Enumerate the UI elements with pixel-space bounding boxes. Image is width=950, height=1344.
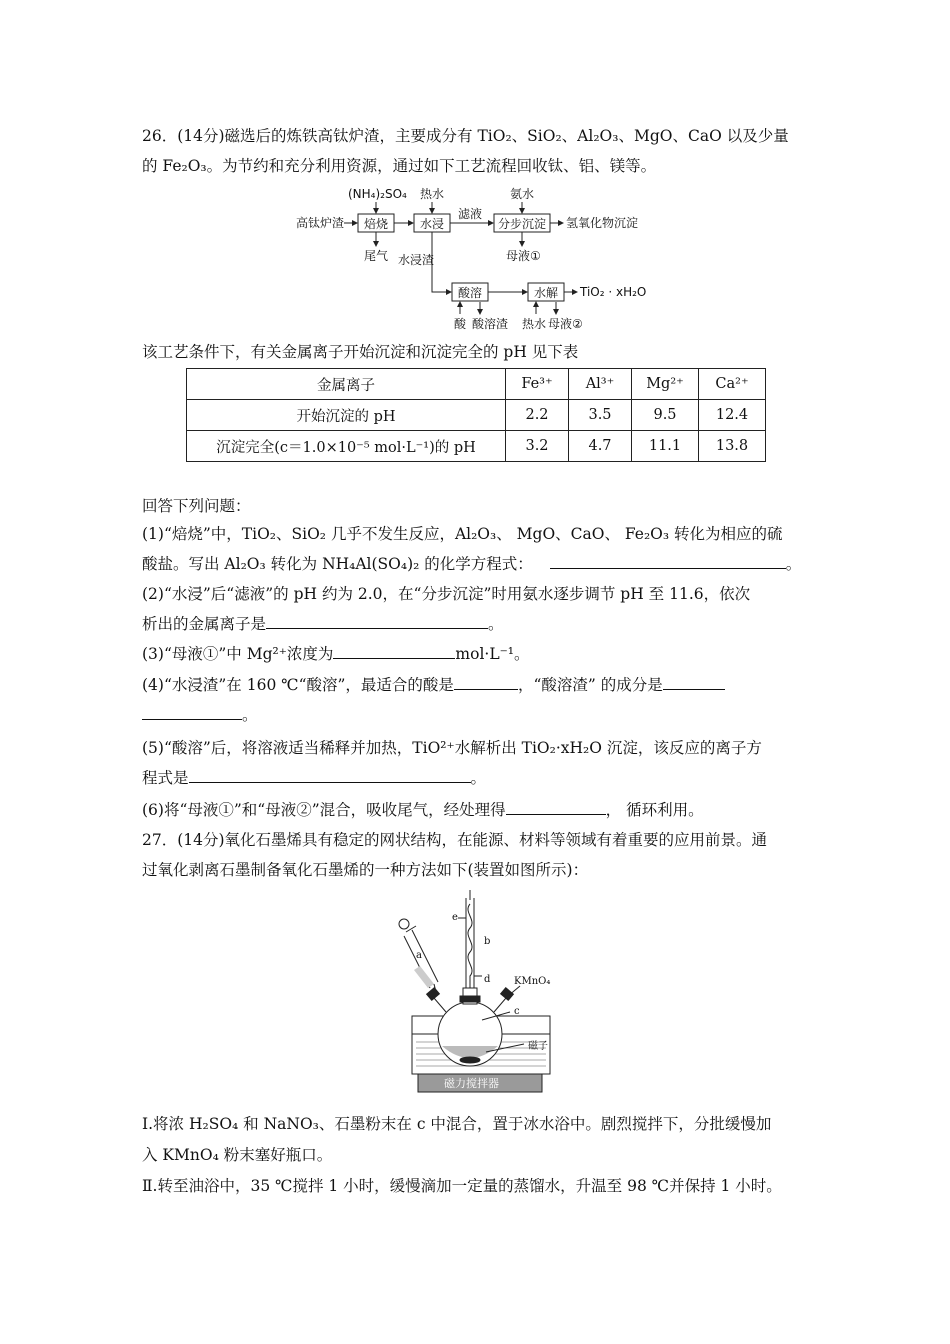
label-stirrer: 磁力搅拌器 (444, 1077, 499, 1090)
flow-residue1: 水浸渣 (398, 253, 435, 267)
punct: 。 (785, 555, 802, 573)
q4-line-2 (142, 705, 812, 725)
q2-text: 析出的金属离子是 (142, 615, 267, 633)
answer-blank[interactable] (454, 675, 518, 690)
table-cell: 3.2 (506, 431, 569, 462)
flow-filtrate: 滤液 (458, 207, 483, 221)
answer-blank[interactable] (142, 705, 242, 720)
q1-line-2 (142, 554, 812, 574)
answer-blank[interactable] (550, 554, 786, 569)
q2-line-1: (2)“水浸”后“滤液”的 pH 约为 2.0，在“分步沉淀”时用氨水逐步调节 pH 至 11.6，依次 (142, 585, 751, 603)
table-cell: Mg²⁺ (632, 369, 699, 400)
flow-step5: 水解 (534, 286, 559, 300)
table-row (187, 431, 766, 462)
label-e: e (452, 912, 458, 923)
q26-intro-line-1: 26．(14分)磁选后的炼铁高钛炉渣，主要成分有 TiO₂、SiO₂、Al₂O₃、MgO、CaO 以及少量 (142, 127, 789, 145)
q27-intro-line-2: 过氧化剥离石墨制备氧化石墨烯的一种方法如下(装置如图所示)： (142, 861, 589, 879)
answer-blank[interactable] (266, 614, 488, 629)
table-cell: 12.4 (699, 400, 766, 431)
q3-text: (3)“母液①”中 Mg²⁺浓度为 (142, 645, 334, 663)
table-cell: Al³⁺ (569, 369, 632, 400)
flow-step1: 焙烧 (364, 217, 389, 231)
table-cell: 9.5 (632, 400, 699, 431)
punct: 。 (488, 615, 504, 633)
answer-intro: 回答下列问题： (142, 497, 251, 515)
q2-line-2 (142, 614, 812, 634)
flow-step2: 水浸 (420, 217, 445, 231)
flow-product1: 氢氧化物沉淀 (566, 216, 639, 230)
flow-raw: 高钛炉渣 (296, 216, 345, 230)
flow-residue2: 酸溶渣 (472, 317, 509, 331)
stir-bar (460, 1057, 480, 1063)
flow-reagent3: 氨水 (510, 187, 535, 201)
punct: 。 (470, 769, 487, 787)
q1-line-1: (1)“焙烧”中，TiO₂、SiO₂ 几乎不发生反应，Al₂O₃、 MgO、CaO、 Fe₂O₃ 转化为相应的硫 (142, 525, 783, 543)
process-flowchart (290, 182, 670, 332)
q5-text: 程式是 (142, 769, 189, 787)
ph-table (186, 368, 766, 462)
flow-mother1: 母液① (506, 249, 541, 263)
q4-text: (4)“水浸渣”在 160 ℃“酸溶”，最适合的酸是 (142, 676, 454, 694)
q5-line-1: (5)“酸溶”后，将溶液适当稀释并加热，TiO²⁺水解析出 TiO₂·xH₂O 沉淀，该反应的离子方 (142, 739, 762, 757)
table-cell: Fe³⁺ (506, 369, 569, 400)
table-cell: 开始沉淀的 pH (187, 400, 506, 431)
flow-reagent1: (NH₄)₂SO₄ (348, 187, 407, 201)
label-stir-bar: 磁子 (528, 1041, 548, 1052)
q4-line-1 (142, 675, 812, 695)
q1-text: 酸盐。写出 Al₂O₃ 转化为 NH₄Al(SO₄)₂ 的化学方程式： (142, 555, 533, 573)
step2-line: Ⅱ.转至油浴中，35 ℃搅拌 1 小时，缓慢滴加一定量的蒸馏水，升温至 98 ℃并保持 1 小时。 (142, 1177, 782, 1195)
answer-blank[interactable] (663, 675, 725, 690)
flow-product2: TiO₂ · xH₂O (580, 285, 647, 299)
q3-line (142, 644, 812, 664)
q5-line-2 (142, 768, 812, 788)
flow-mother2: 母液② (548, 317, 583, 331)
label-c: c (514, 1006, 520, 1017)
q4-mid: ，“酸溶渣” 的成分是 (517, 676, 663, 694)
table-cell: 4.7 (569, 431, 632, 462)
q27-intro-line-1: 27．(14分)氧化石墨烯具有稳定的网状结构，在能源、材料等领域有着重要的应用前景。通 (142, 831, 768, 849)
flow-gas: 尾气 (364, 249, 389, 263)
label-a: a (416, 950, 422, 961)
flow-step4: 酸溶 (458, 286, 483, 300)
punct: 。 (242, 706, 258, 724)
table-cell: 金属离子 (187, 369, 506, 400)
step1-line-2: 入 KMnO₄ 粉末塞好瓶口。 (142, 1146, 333, 1164)
flow-reagent5: 热水 (522, 317, 547, 331)
apparatus-figure (390, 884, 570, 1102)
label-b: b (484, 936, 491, 947)
table-cell: Ca²⁺ (699, 369, 766, 400)
answer-blank[interactable] (333, 644, 455, 659)
answer-blank[interactable] (506, 800, 606, 815)
table-header-row (187, 369, 766, 400)
flow-reagent2: 热水 (420, 187, 445, 201)
label-d: d (484, 974, 491, 985)
q6-line (142, 800, 812, 820)
label-kmno4: KMnO₄ (514, 976, 551, 987)
table-cell: 11.1 (632, 431, 699, 462)
table-cell: 3.5 (569, 400, 632, 431)
q26-intro-line-2: 的 Fe₂O₃。为节约和充分利用资源，通过如下工艺流程回收钛、铝、镁等。 (142, 157, 657, 175)
flow-step3: 分步沉淀 (498, 217, 547, 231)
unit: mol·L⁻¹。 (455, 645, 530, 663)
table-row (187, 400, 766, 431)
q6-text: (6)将“母液①”和“母液②”混合，吸收尾气，经处理得 (142, 801, 506, 819)
step1-line-1: Ⅰ.将浓 H₂SO₄ 和 NaNO₃、石墨粉末在 c 中混合，置于冰水浴中。剧烈搅拌下，分批缓慢加 (142, 1115, 772, 1133)
table-intro: 该工艺条件下，有关金属离子开始沉淀和沉淀完全的 pH 见下表 (142, 343, 579, 361)
table-cell: 13.8 (699, 431, 766, 462)
flow-acid: 酸 (454, 317, 467, 331)
table-cell: 沉淀完全(c＝1.0×10⁻⁵ mol·L⁻¹)的 pH (187, 431, 506, 462)
table-cell: 2.2 (506, 400, 569, 431)
q6-end: ， 循环利用。 (605, 801, 704, 819)
answer-blank[interactable] (189, 768, 471, 783)
